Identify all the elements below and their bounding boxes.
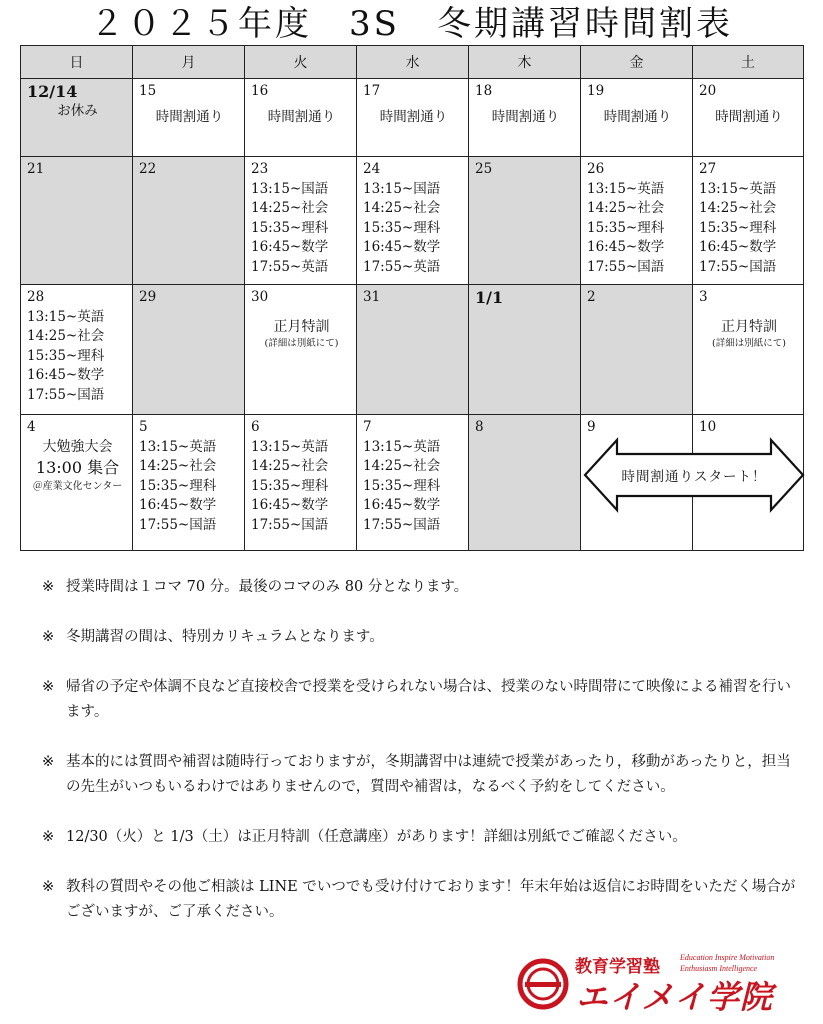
- day-number: 22: [139, 161, 157, 177]
- day-number: 24: [363, 161, 381, 177]
- note-text: 教科の質問やその他ご相談は LINE でいつでも受け付けております！年末年始は返信にお時間をいただく場合がございますが、ご了承ください。: [66, 879, 796, 920]
- day-cell-24: [357, 157, 469, 285]
- lesson-slot: 17:55~国語: [587, 258, 665, 275]
- lesson-slot: 14:25~社会: [363, 200, 441, 216]
- logo-tagline-line2: Enthusiasm Intelligence: [680, 964, 758, 973]
- day-number: 1/1: [475, 288, 504, 307]
- lesson-slot: 15:35~理科: [587, 219, 665, 236]
- weekday-mon: 月: [133, 46, 245, 79]
- day-note: 時間割通り: [379, 108, 448, 125]
- day-cell-17: [357, 79, 469, 157]
- study-event-time: 13:00 集合: [35, 458, 120, 477]
- day-number: 17: [363, 83, 381, 99]
- day-note: 時間割通り: [155, 108, 224, 125]
- lesson-slot: 13:15~英語: [139, 438, 217, 455]
- lesson-slot: 15:35~理科: [363, 219, 441, 236]
- note-text: 12/30（火）と 1/3（土）は正月特訓（任意講座）があります！詳細は別紙でご確認ください。: [66, 829, 687, 845]
- note-item: [42, 825, 802, 850]
- week-row: [21, 157, 804, 285]
- lesson-slot: 13:15~英語: [587, 180, 665, 197]
- day-number: 7: [363, 419, 372, 435]
- day-number: 20: [699, 83, 717, 99]
- day-number: 28: [27, 289, 45, 305]
- weekday-thu: 木: [469, 46, 581, 79]
- lesson-slot: 17:55~国語: [699, 258, 777, 275]
- day-cell-31: [357, 285, 469, 415]
- lesson-slot: 14:25~社会: [363, 458, 441, 474]
- lesson-slot: 16:45~数学: [251, 497, 329, 513]
- day-number: 27: [699, 161, 717, 177]
- day-cell-29: [133, 285, 245, 415]
- day-number: 31: [363, 289, 381, 305]
- lesson-slot: 14:25~社会: [251, 200, 329, 216]
- lesson-slot: 15:35~理科: [363, 477, 441, 494]
- note-item: [42, 675, 802, 725]
- day-cell-6: [245, 415, 357, 551]
- special-course-label: 正月特訓: [273, 318, 330, 335]
- weekday-header-row: [21, 46, 804, 79]
- day-note: 時間割通り: [491, 108, 560, 125]
- week-row: [21, 285, 804, 415]
- day-number: 23: [251, 161, 269, 177]
- lesson-slot: 16:45~数学: [363, 239, 441, 255]
- lesson-slot: 16:45~数学: [27, 367, 105, 383]
- day-cell-7: [357, 415, 469, 551]
- day-cell-8: [469, 415, 581, 551]
- day-note: お休み: [57, 102, 98, 119]
- day-cell-2: [581, 285, 693, 415]
- day-number: 12/14: [27, 82, 78, 101]
- lesson-slot: 16:45~数学: [363, 497, 441, 513]
- lesson-slot: 14:25~社会: [699, 200, 777, 216]
- weekday-wed: 水: [357, 46, 469, 79]
- day-note: 時間割通り: [603, 108, 672, 125]
- notes-list: [42, 575, 802, 950]
- note-item: [42, 575, 802, 600]
- day-cell-15: [133, 79, 245, 157]
- lesson-slot: 17:55~国語: [27, 386, 105, 403]
- weekday-tue: 火: [245, 46, 357, 79]
- day-cell-25: [469, 157, 581, 285]
- day-cell-0101: [469, 285, 581, 415]
- lesson-slot: 13:15~英語: [27, 308, 105, 325]
- day-cell-4: [21, 415, 133, 551]
- lesson-slot: 13:15~英語: [251, 438, 329, 455]
- special-course-label: 正月特訓: [721, 318, 777, 335]
- lesson-slot: 16:45~数学: [699, 239, 777, 255]
- day-number: 29: [139, 289, 157, 305]
- special-course-detail: (詳細は別紙にて): [712, 338, 786, 349]
- regular-schedule-start-label: 時間割通りスタート！: [621, 469, 767, 485]
- day-number: 26: [587, 161, 605, 177]
- day-note: 時間割通り: [715, 108, 783, 125]
- lesson-slot: 13:15~国語: [251, 180, 329, 197]
- note-mark: ※: [42, 579, 55, 595]
- logo-name: エイメイ学院: [576, 978, 774, 1016]
- day-number: 19: [587, 83, 605, 99]
- day-cell-21: [21, 157, 133, 285]
- lesson-slot: 17:55~国語: [251, 516, 329, 533]
- day-number: 10: [699, 419, 717, 435]
- logo-tagline: [680, 952, 774, 974]
- day-number: 8: [475, 419, 484, 435]
- weekday-fri: 金: [581, 46, 693, 79]
- note-mark: ※: [42, 754, 55, 770]
- page-title: ２０２５年度 3S 冬期講習時間割表: [90, 4, 733, 44]
- day-number: 25: [475, 161, 493, 177]
- lesson-slot: 15:35~理科: [699, 219, 777, 236]
- week-row: [21, 79, 804, 157]
- note-item: [42, 875, 802, 925]
- day-cell-18: [469, 79, 581, 157]
- lesson-slot: 17:55~国語: [363, 516, 441, 533]
- note-item: [42, 750, 802, 800]
- note-text: 基本的には質問や補習は随時行っておりますが，冬期講習中は連続で授業があったり，移動があったりと，担当の先生がいつもいるわけではありませんので，質問や補習は，なるべく予約をしてください。: [66, 754, 791, 795]
- day-number: 6: [251, 419, 260, 435]
- day-cell-19: [581, 79, 693, 157]
- study-event-label: 大勉強大会: [42, 438, 113, 455]
- study-event-venue: ＠産業文化センター: [32, 481, 123, 492]
- day-cell-3: [693, 285, 804, 415]
- lesson-slot: 13:15~英語: [363, 438, 441, 455]
- day-cell-20: [693, 79, 804, 157]
- day-number: 16: [251, 83, 269, 99]
- day-cell-23: [245, 157, 357, 285]
- day-cell-1214: [21, 79, 133, 157]
- note-text: 帰省の予定や体調不良など直接校舎で授業を受けられない場合は、授業のない時間帯にて映像による補習を行います。: [66, 679, 791, 720]
- note-item: [42, 625, 802, 650]
- note-text: 冬期講習の間は、特別カリキュラムとなります。: [66, 629, 384, 645]
- note-mark: ※: [42, 679, 55, 695]
- day-cell-22: [133, 157, 245, 285]
- logo-tagline-line1: Education Inspire Motivation: [680, 953, 775, 962]
- day-number: 30: [251, 289, 269, 305]
- lesson-slot: 17:55~英語: [363, 258, 441, 275]
- day-note: 時間割通り: [267, 108, 336, 125]
- lesson-slot: 14:25~社会: [587, 200, 665, 216]
- lesson-slot: 15:35~理科: [27, 347, 105, 364]
- lesson-slot: 14:25~社会: [251, 458, 329, 474]
- lesson-slot: 16:45~数学: [587, 239, 665, 255]
- special-course-detail: (詳細は別紙にて): [264, 338, 339, 349]
- lesson-slot: 16:45~数学: [251, 239, 329, 255]
- note-mark: ※: [42, 829, 55, 845]
- note-mark: ※: [42, 629, 55, 645]
- lesson-slot: 14:25~社会: [27, 328, 105, 344]
- lesson-slot: 15:35~理科: [139, 477, 217, 494]
- day-number: 9: [587, 419, 596, 435]
- day-cell-5: [133, 415, 245, 551]
- logo-kanji: 教育学習塾: [575, 957, 660, 977]
- lesson-slot: 13:15~英語: [699, 180, 777, 197]
- day-number: 21: [27, 161, 45, 177]
- day-cell-28: [21, 285, 133, 415]
- lesson-slot: 14:25~社会: [139, 458, 217, 474]
- note-text: 授業時間は１コマ 70 分。最後のコマのみ 80 分となります。: [66, 579, 469, 595]
- lesson-slot: 15:35~理科: [251, 477, 329, 494]
- weekday-sat: 土: [693, 46, 804, 79]
- day-number: 5: [139, 419, 148, 435]
- day-number: 2: [587, 289, 596, 305]
- day-number: 15: [139, 83, 157, 99]
- lesson-slot: 13:15~国語: [363, 180, 441, 197]
- weekday-sun: 日: [21, 46, 133, 79]
- lesson-slot: 15:35~理科: [251, 219, 329, 236]
- lesson-slot: 17:55~国語: [139, 516, 217, 533]
- lesson-slot: 17:55~英語: [251, 258, 329, 275]
- day-cell-26: [581, 157, 693, 285]
- lesson-slot: 16:45~数学: [139, 497, 217, 513]
- note-mark: ※: [42, 879, 55, 895]
- day-number: 18: [475, 83, 493, 99]
- day-number: 3: [699, 289, 708, 305]
- day-cell-27: [693, 157, 804, 285]
- day-cell-30: [245, 285, 357, 415]
- day-cell-16: [245, 79, 357, 157]
- day-number: 4: [27, 419, 36, 435]
